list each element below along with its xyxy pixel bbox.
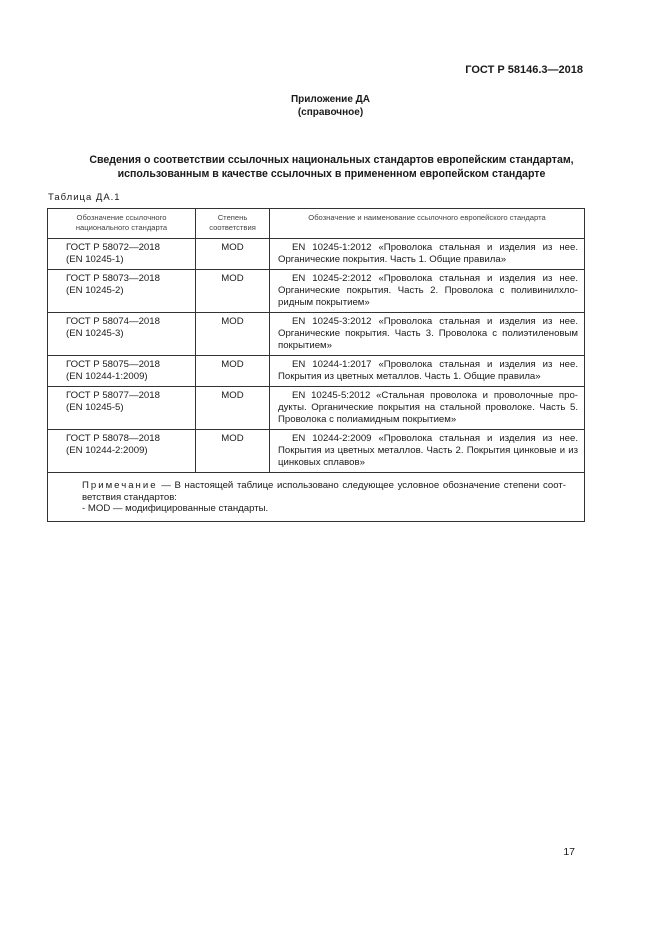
- european-standard-text: EN 10245-1:2012 «Проволока стальная и изделия из нее. Органические покрытия. Часть 1. Общие правила»: [278, 242, 578, 265]
- note-text: — В настоящей таблице использовано следующее условное обозначение степени соответствия стандартов:: [82, 480, 566, 503]
- national-standard-ref: (EN 10245-3): [66, 328, 124, 339]
- header-degree: Степень соответствия: [196, 209, 270, 239]
- annex-heading: [0, 93, 661, 119]
- european-standard-text: EN 10244-2:2009 «Проволока стальная и изделия из нее. Покрытия из цветных металлов. Часть 2. Покрытия цинковые и из цинковых сплавов»: [278, 433, 578, 468]
- national-standard-cell: [48, 430, 196, 473]
- table-row: [48, 239, 585, 270]
- correspondence-table-wrapper: [47, 208, 584, 522]
- national-standard-code: ГОСТ Р 58074—2018: [66, 316, 160, 327]
- degree-cell: MOD: [196, 270, 270, 313]
- national-standard-code: ГОСТ Р 58073—2018: [66, 273, 160, 284]
- degree-cell: MOD: [196, 430, 270, 473]
- table-label: Таблица ДА.1: [48, 192, 121, 203]
- table-row: [48, 270, 585, 313]
- national-standard-cell: [48, 356, 196, 387]
- header-european-standard: Обозначение и наименование ссылочного европейского стандарта: [270, 209, 585, 239]
- european-standard-text: EN 10245-3:2012 «Проволока стальная и изделия из нее. Органические покрытия. Часть 3. Проволока с полиэтиленовым покрытием»: [278, 316, 578, 351]
- section-title-line-1: Сведения о соответствии ссылочных национальных стандартов европейским стандартам,: [89, 154, 574, 166]
- national-standard-code: ГОСТ Р 58075—2018: [66, 359, 160, 370]
- table-note-row: [48, 473, 585, 522]
- annex-subtitle: (справочное): [297, 107, 364, 118]
- national-standard-cell: [48, 313, 196, 356]
- european-standard-cell: [270, 239, 585, 270]
- table-row: [48, 313, 585, 356]
- european-standard-text: EN 10244-1:2017 «Проволока стальная и изделия из нее. Покрытия из цветных металлов. Часть 1. Общие правила»: [278, 359, 578, 382]
- section-title-line-2: использованным в качестве ссылочных в примененном европейском стандарте: [117, 168, 546, 180]
- degree-cell: MOD: [196, 239, 270, 270]
- table-row: [48, 430, 585, 473]
- table-header-row: [48, 209, 585, 239]
- national-standard-cell: [48, 239, 196, 270]
- national-standard-code: ГОСТ Р 58072—2018: [66, 242, 160, 253]
- national-standard-ref: (EN 10244-2:2009): [66, 445, 148, 456]
- header-national-standard: Обозначение ссылочного национального стандарта: [48, 209, 196, 239]
- annex-title: Приложение ДА: [290, 94, 371, 105]
- table-row: [48, 387, 585, 430]
- european-standard-cell: [270, 387, 585, 430]
- correspondence-table: [47, 208, 585, 522]
- table-row: [48, 356, 585, 387]
- note-paragraph: [82, 480, 566, 503]
- national-standard-ref: (EN 10245-2): [66, 285, 124, 296]
- degree-cell: MOD: [196, 313, 270, 356]
- note-label: Примечание: [82, 480, 158, 491]
- note-item-text: - MOD — модифицированные стандарты.: [82, 503, 269, 514]
- page-number: 17: [563, 846, 575, 858]
- national-standard-ref: (EN 10244-1:2009): [66, 371, 148, 382]
- european-standard-text: EN 10245-5:2012 «Стальная проволока и проволочные продукты. Органические покрытия на стальной проволоке. Часть 5. Проволока с полиамидным покрытием»: [278, 390, 578, 425]
- national-standard-cell: [48, 387, 196, 430]
- national-standard-code: ГОСТ Р 58078—2018: [66, 433, 160, 444]
- section-title: [48, 153, 615, 181]
- document-code: ГОСТ Р 58146.3—2018: [465, 64, 583, 76]
- european-standard-cell: [270, 356, 585, 387]
- degree-cell: MOD: [196, 387, 270, 430]
- note-list-item: [82, 503, 566, 515]
- european-standard-cell: [270, 430, 585, 473]
- national-standard-cell: [48, 270, 196, 313]
- european-standard-text: EN 10245-2:2012 «Проволока стальная и изделия из нее. Органические покрытия. Часть 2. Проволока с поливинилхлоридным покрытием»: [278, 273, 578, 308]
- table-note: [48, 473, 585, 522]
- national-standard-ref: (EN 10245-5): [66, 402, 124, 413]
- national-standard-ref: (EN 10245-1): [66, 254, 124, 265]
- european-standard-cell: [270, 313, 585, 356]
- national-standard-code: ГОСТ Р 58077—2018: [66, 390, 160, 401]
- degree-cell: MOD: [196, 356, 270, 387]
- european-standard-cell: [270, 270, 585, 313]
